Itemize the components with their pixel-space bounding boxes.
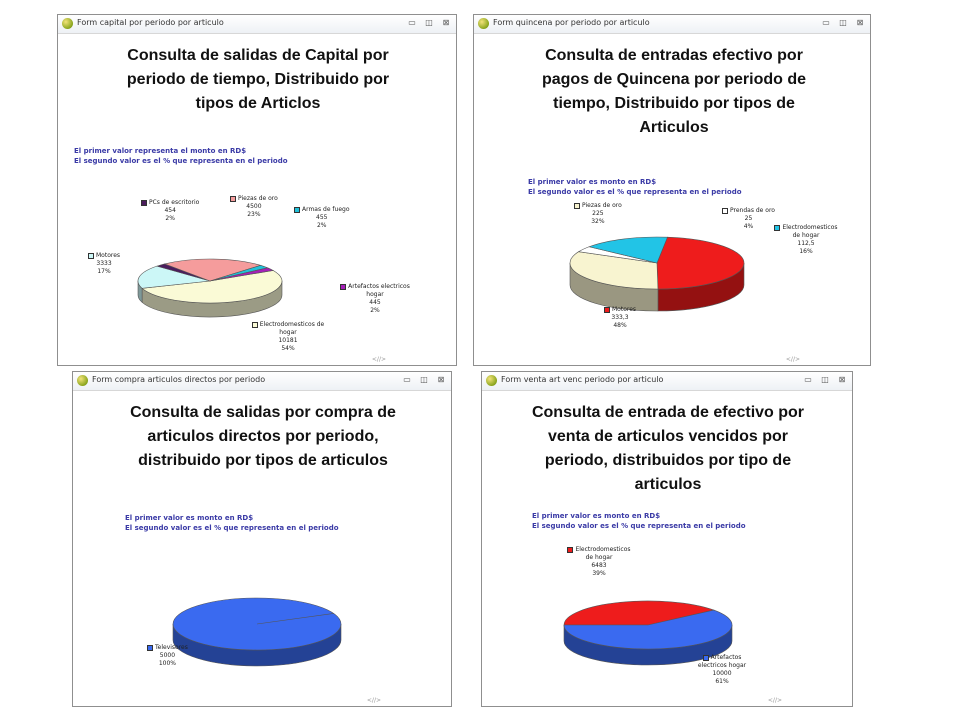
minimize-button[interactable]: ▭ <box>822 18 830 27</box>
slice-label: Prendas de oro 25 4% <box>722 207 775 231</box>
chart-title: Consulta de salidas de Capital por periodo de tiempo, Distribuido por tipos de Articlos <box>126 47 390 112</box>
chart-note: El primer valor es monto en RD$ El segundo valor es el % que representa en el periodo <box>528 178 742 196</box>
slice-label: Motores 3333 17% <box>88 252 120 276</box>
app-icon <box>77 375 88 386</box>
window-capital <box>57 14 457 366</box>
slice-label: Electrodomesticos de hogar 10181 54% <box>248 321 328 353</box>
resize-grip[interactable]: <//> <box>371 356 386 363</box>
chart-note: El primer valor es monto en RD$ El segundo valor es el % que representa en el periodo <box>125 514 339 532</box>
legend-swatch <box>703 655 709 661</box>
window-title: Form quincena por periodo por articulo <box>493 18 650 27</box>
window-titlebar[interactable] <box>474 15 870 34</box>
slice-label: PCs de escritorio 454 2% <box>141 199 199 223</box>
slice-label: Televisores 5000 100% <box>147 644 188 668</box>
legend-swatch <box>141 200 147 206</box>
window-title: Form capital por periodo por articulo <box>77 18 224 27</box>
restore-button[interactable]: ◫ <box>839 18 847 27</box>
app-icon <box>62 18 73 29</box>
chart-area <box>474 34 870 365</box>
legend-swatch <box>230 196 236 202</box>
legend-swatch <box>722 208 728 214</box>
legend-swatch <box>294 207 300 213</box>
pie-chart <box>474 34 872 367</box>
pie-chart <box>482 391 854 708</box>
window-venta <box>481 371 853 707</box>
slice-label: Artefactos electricos hogar 10000 61% <box>697 654 747 685</box>
chart-note: El primer valor representa el monto en RD$ El segundo valor es el % que representa en el periodo <box>74 147 288 165</box>
chart-area <box>73 391 451 706</box>
slice-label: Electrodomesticos de hogar 6483 39% <box>564 546 634 578</box>
window-title: Form compra articulos directos por periodo <box>92 375 266 384</box>
chart-note: El primer valor es monto en RD$ El segundo valor es el % que representa en el periodo <box>532 512 746 530</box>
window-quincena <box>473 14 871 366</box>
app-icon <box>478 18 489 29</box>
legend-swatch <box>567 547 573 553</box>
close-button[interactable]: ⊠ <box>437 375 445 384</box>
window-titlebar[interactable] <box>58 15 456 34</box>
slice-label: Piezas de oro 4500 23% <box>230 195 278 219</box>
window-compra <box>72 371 452 707</box>
chart-title: Consulta de entrada de efectivo por venta de articulos vencidos por periodo, distribuidos por tipo de articulos <box>531 404 805 493</box>
chart-area <box>58 34 456 365</box>
restore-button[interactable]: ◫ <box>425 18 433 27</box>
pie-chart <box>73 391 453 708</box>
window-title: Form venta art venc periodo por articulo <box>501 375 664 384</box>
minimize-button[interactable]: ▭ <box>804 375 812 384</box>
resize-grip[interactable]: <//> <box>785 356 800 363</box>
resize-grip[interactable]: <//> <box>767 697 782 704</box>
legend-swatch <box>252 322 258 328</box>
minimize-button[interactable]: ▭ <box>403 375 411 384</box>
resize-grip[interactable]: <//> <box>366 697 381 704</box>
legend-swatch <box>340 284 346 290</box>
legend-swatch <box>604 307 610 313</box>
legend-swatch <box>774 225 780 231</box>
legend-swatch <box>574 203 580 209</box>
window-titlebar[interactable] <box>482 372 852 391</box>
close-button[interactable]: ⊠ <box>856 18 864 27</box>
chart-area <box>482 391 852 706</box>
slice-label: Artefactos electricos hogar 445 2% <box>340 283 410 315</box>
slice-label: Motores 333,3 48% <box>604 306 636 330</box>
chart-title: Consulta de entradas efectivo por pagos de Quincena por periodo de tiempo, Distribuido por tipos de Articulos <box>541 47 807 136</box>
slice-label: Electrodomesticos de hogar 112,5 16% <box>770 224 842 256</box>
minimize-button[interactable]: ▭ <box>408 18 416 27</box>
legend-swatch <box>88 253 94 259</box>
restore-button[interactable]: ◫ <box>821 375 829 384</box>
app-icon <box>486 375 497 386</box>
legend-swatch <box>147 645 153 651</box>
restore-button[interactable]: ◫ <box>420 375 428 384</box>
chart-title: Consulta de salidas por compra de articulos directos por periodo, distribuido por tipos de articulos <box>130 404 396 469</box>
slice-label: Piezas de oro 225 32% <box>574 202 622 226</box>
close-button[interactable]: ⊠ <box>838 375 846 384</box>
slice-label: Armas de fuego 455 2% <box>294 206 350 230</box>
window-titlebar[interactable] <box>73 372 451 391</box>
close-button[interactable]: ⊠ <box>442 18 450 27</box>
